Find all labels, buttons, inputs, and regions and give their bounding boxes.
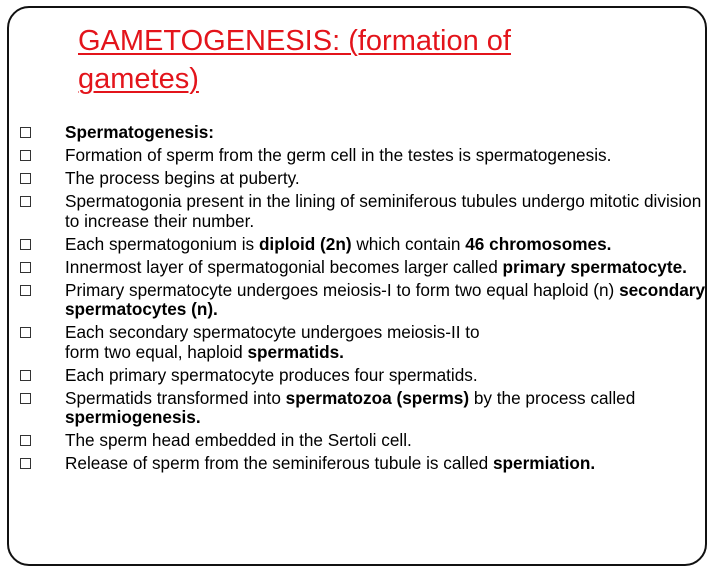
bullet-text-bold: Spermatogenesis: (65, 122, 215, 142)
bullet-text: Spermatogonia present in the lining of seminiferous tubules undergo mitotic division to increase their number. (65, 191, 702, 231)
bullet-item (20, 281, 710, 320)
bullet-box-icon (20, 393, 31, 404)
slide-title: GAMETOGENESIS: (formation of gametes) (78, 25, 511, 95)
bullet-text-bold: 46 chromosomes. (465, 233, 612, 254)
bullet-list (20, 123, 710, 477)
bullet-item (20, 192, 710, 231)
bullet-text: The sperm head embedded in the Sertoli cell. (65, 430, 412, 450)
bullet-box-icon (20, 173, 31, 184)
bullet-box-icon (20, 370, 31, 381)
bullet-text-bold: secondary (619, 279, 706, 300)
bullet-text-bold: spermatocytes (n). (65, 299, 218, 319)
bullet-text: Each secondary spermatocyte undergoes meiosis-II to (65, 322, 480, 342)
bullet-text: form two equal, haploid (65, 341, 248, 362)
bullet-text-bold: spermiation. (492, 453, 596, 473)
bullet-text-bold: spermatids. (247, 341, 344, 362)
bullet-box-icon (20, 458, 31, 469)
bullet-item (20, 366, 710, 386)
bullet-text: Primary spermatocyte undergoes meiosis-I to form two equal haploid (n) (65, 279, 620, 300)
bullet-text-bold: primary spermatocyte. (502, 256, 687, 277)
bullet-item (20, 431, 710, 451)
bullet-text: Each spermatogonium is (65, 233, 259, 254)
bullet-box-icon (20, 285, 31, 296)
bullet-text: Innermost layer of spermatogonial becomes larger called (65, 256, 503, 277)
bullet-box-icon (20, 196, 31, 207)
bullet-box-icon (20, 150, 31, 161)
bullet-item (20, 323, 710, 362)
bullet-text-bold: diploid (2n) (258, 233, 352, 254)
bullet-item (20, 454, 710, 474)
bullet-item (20, 146, 710, 166)
bullet-item (20, 235, 710, 255)
bullet-text: which contain (351, 233, 466, 254)
bullet-item (20, 258, 710, 278)
bullet-text: Release of sperm from the seminiferous tubule is called (65, 453, 493, 473)
bullet-text: by the process called (469, 387, 636, 408)
bullet-text: Formation of sperm from the germ cell in the testes is spermatogenesis. (65, 145, 612, 165)
bullet-box-icon (20, 262, 31, 273)
bullet-text: Each primary spermatocyte produces four spermatids. (65, 364, 478, 385)
bullet-text: The process begins at puberty. (65, 168, 300, 188)
bullet-text-bold: spermiogenesis. (65, 407, 201, 427)
bullet-box-icon (20, 127, 31, 138)
bullet-item (20, 169, 710, 189)
bullet-box-icon (20, 239, 31, 250)
bullet-text-bold: spermatozoa (sperms) (285, 387, 470, 408)
bullet-text: Spermatids transformed into (65, 387, 286, 408)
bullet-item (20, 389, 710, 428)
bullet-box-icon (20, 435, 31, 446)
bullet-box-icon (20, 327, 31, 338)
bullet-item (20, 123, 710, 143)
